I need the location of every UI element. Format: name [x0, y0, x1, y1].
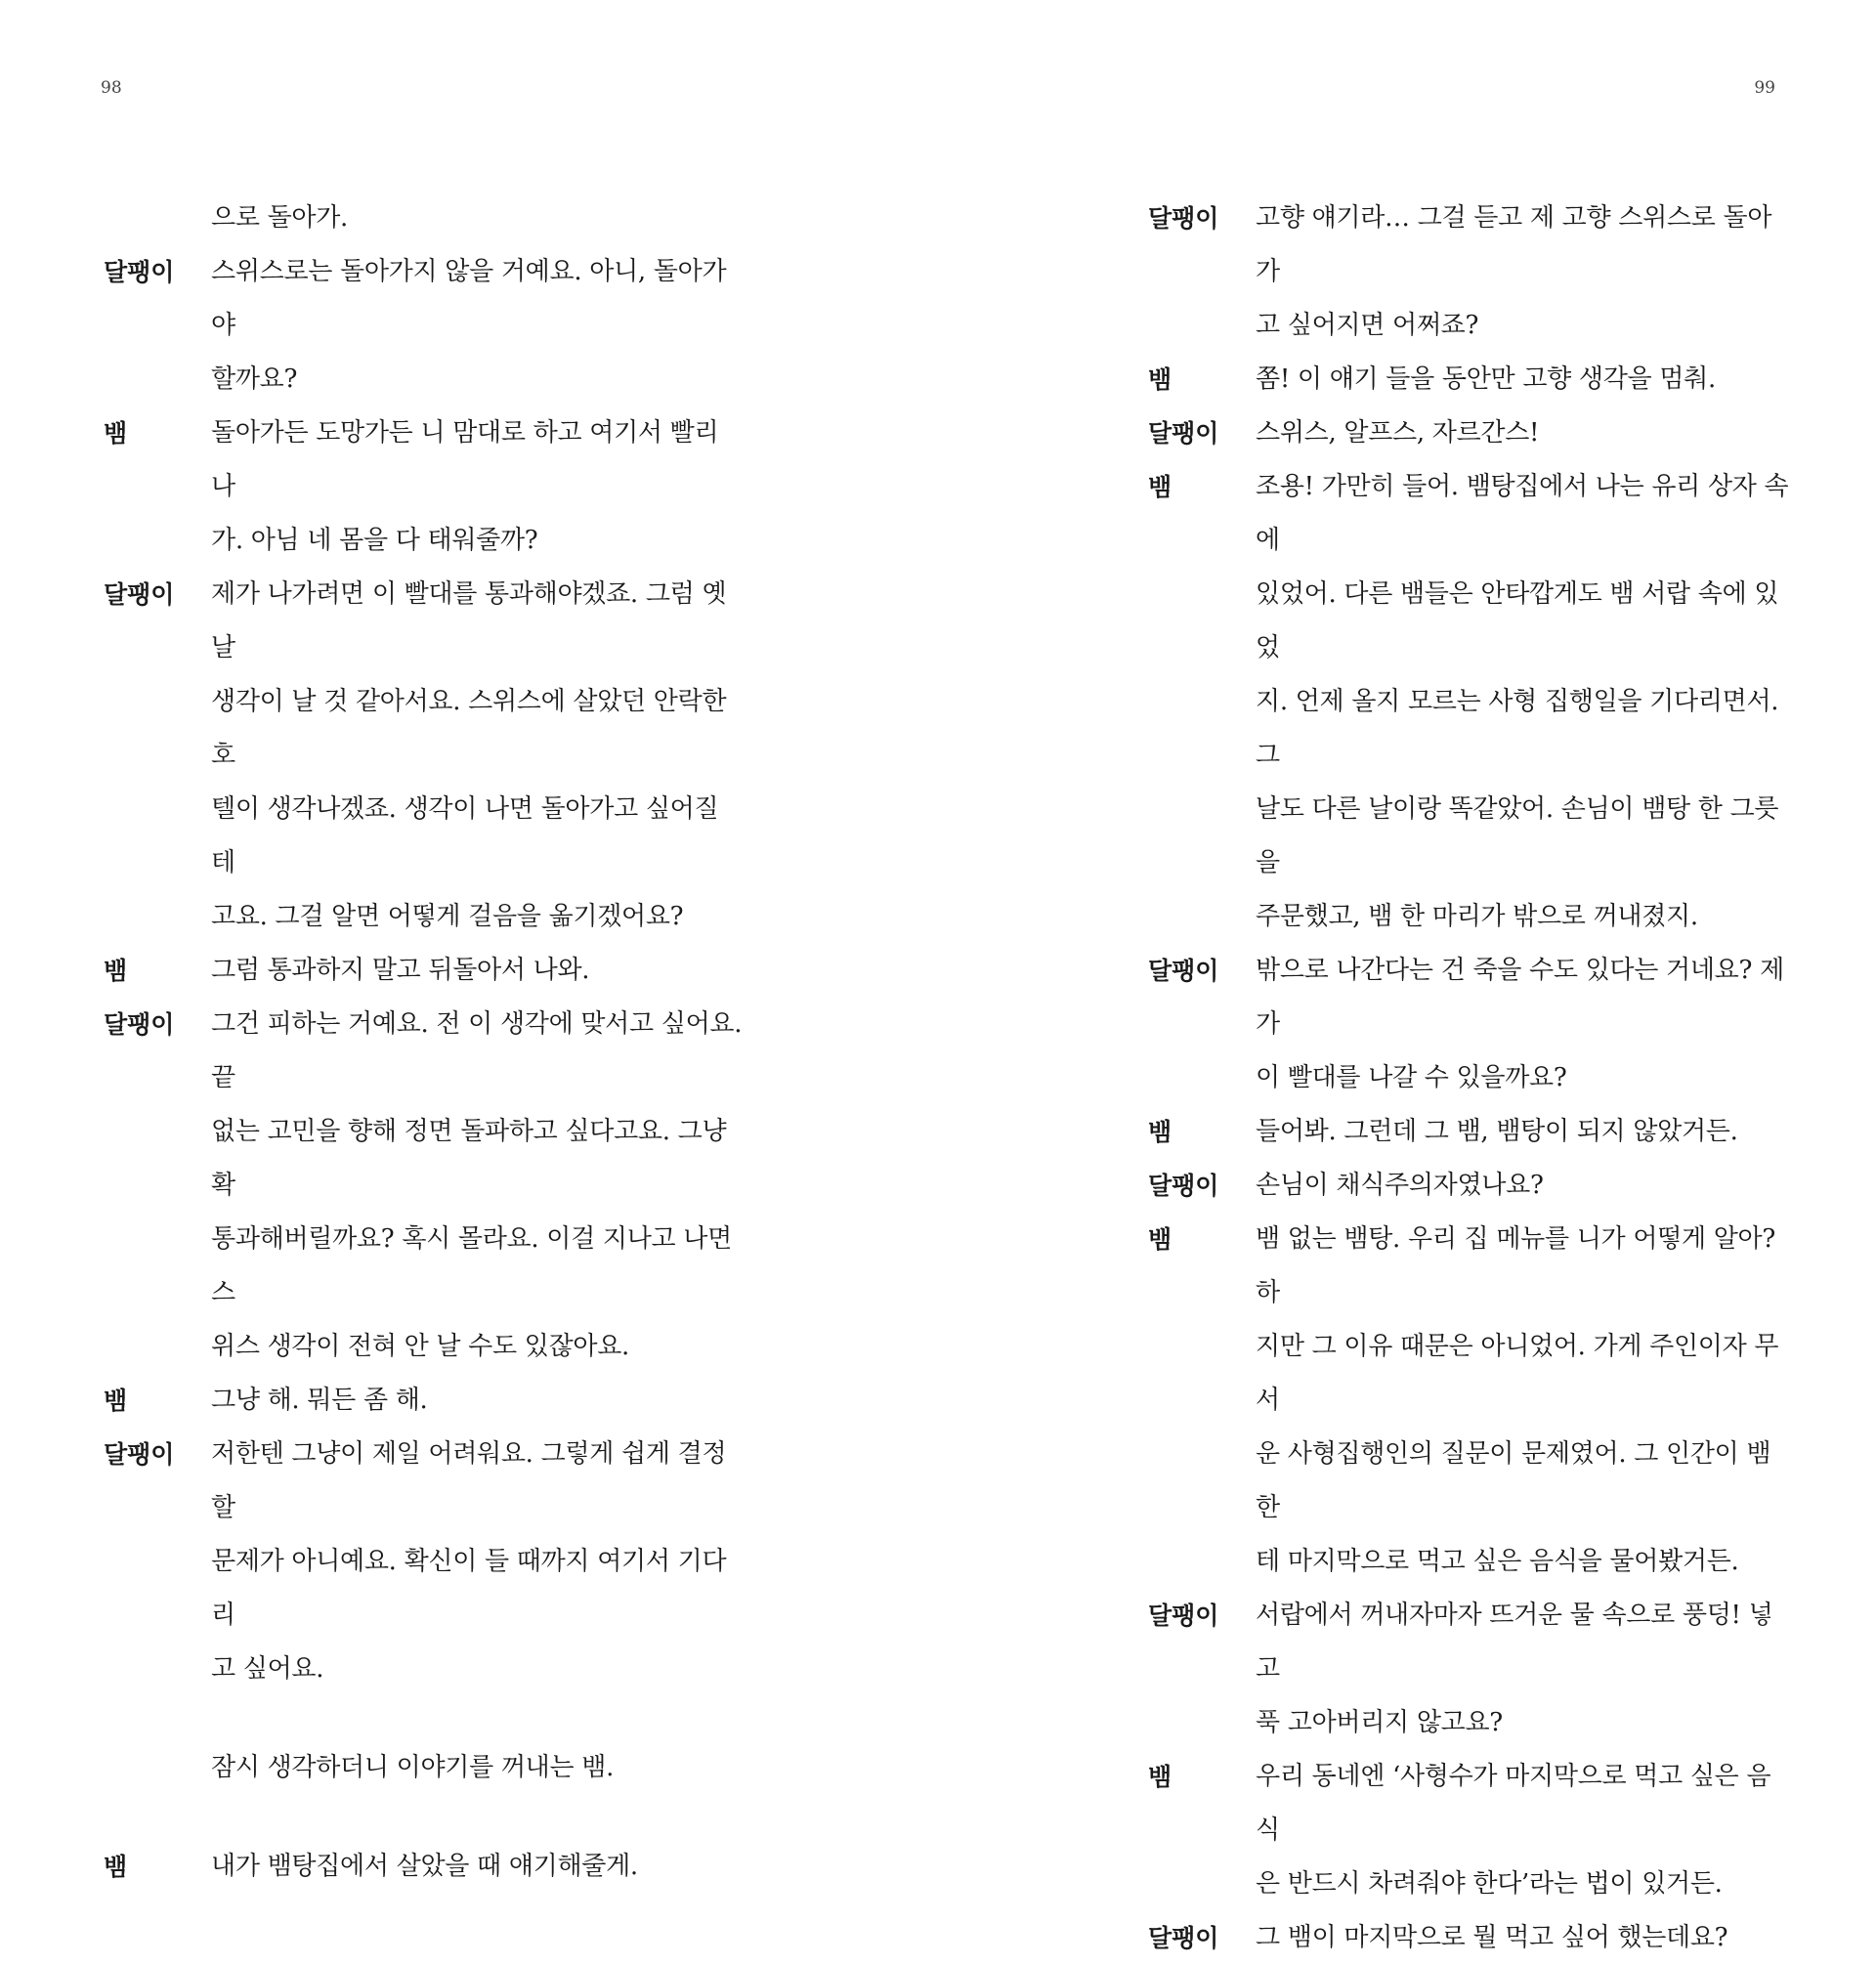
dialogue-text: 서랍에서 꺼내자마자 뜨거운 물 속으로 풍덩! 넣고 푹 고아버리지 않고요? — [1256, 1601, 1773, 1737]
left-page — [0, 0, 938, 1881]
dialogue-text: 쫌! 이 얘기 들을 동안만 고향 생각을 멈춰. — [1256, 364, 1716, 394]
dialogue-text: 손님이 채식주의자였나요? — [1256, 1171, 1544, 1200]
dialogue-line — [1148, 353, 1793, 406]
dialogue-line — [1148, 1750, 1793, 1911]
dialogue-line — [104, 406, 748, 568]
speaker-name: 뱀 — [104, 1387, 128, 1415]
dialogue-text: 제가 나가려면 이 빨대를 통과해야겠죠. 그럼 옛날 생각이 날 것 같아서요. 스위스에 살았던 안락한 호 텔이 생각나겠죠. 생각이 나면 돌아가고 싶어질 테 고요. 그걸 알면 어떻게 걸음을 옮기겠어요? — [211, 579, 727, 931]
speaker-name: 달팽이 — [1148, 204, 1219, 233]
script-left — [104, 192, 748, 1894]
speaker-name: 뱀 — [1148, 1118, 1172, 1146]
dialogue-line — [104, 1428, 748, 1696]
speaker-name: 뱀 — [1148, 365, 1172, 394]
speaker-name: 달팽이 — [104, 580, 175, 609]
page-number-left: 98 — [101, 78, 122, 98]
speaker-name: 달팽이 — [1148, 1602, 1219, 1630]
speaker-name: 달팽이 — [1148, 1924, 1219, 1952]
script-right — [1148, 192, 1793, 1965]
dialogue-line — [104, 192, 748, 245]
dialogue-line — [1148, 944, 1793, 1105]
dialogue-text: 그냥 해. 뭐든 좀 해. — [211, 1386, 428, 1415]
speaker-name: 뱀 — [1148, 1225, 1172, 1254]
dialogue-line — [104, 245, 748, 406]
dialogue-text: 저한텐 그냥이 제일 어려워요. 그렇게 쉽게 결정할 문제가 아니예요. 확신이 들 때까지 여기서 기다리 고 싶어요. — [211, 1439, 727, 1684]
dialogue-line — [104, 1840, 748, 1894]
speaker-name: 뱀 — [104, 419, 128, 448]
speaker-name: 달팽이 — [1148, 419, 1219, 448]
speaker-name: 달팽이 — [104, 1440, 175, 1469]
dialogue-text: 뱀 없는 뱀탕. 우리 집 메뉴를 니가 어떻게 알아? 하 지만 그 이유 때문은 아니었어. 가게 주인이자 무서 운 사형집행인의 질문이 문제였어. 그 인간이 뱀한 테 마지막으로 먹고 싶은 음식을 물어봤거든. — [1256, 1224, 1779, 1576]
dialogue-line — [1148, 192, 1793, 353]
dialogue-line — [104, 568, 748, 944]
dialogue-line — [104, 1374, 748, 1428]
dialogue-line — [1148, 1589, 1793, 1750]
dialogue-line — [1148, 1105, 1793, 1159]
speaker-name: 달팽이 — [104, 1010, 175, 1039]
page-number-right: 99 — [1754, 78, 1775, 98]
dialogue-text: 밖으로 나간다는 건 죽을 수도 있다는 거네요? 제가 이 빨대를 나갈 수 있을까요? — [1256, 956, 1784, 1092]
dialogue-text: 으로 돌아가. — [211, 203, 349, 233]
speaker-name: 뱀 — [104, 957, 128, 985]
dialogue-line — [1148, 1213, 1793, 1589]
dialogue-line — [1148, 1159, 1793, 1213]
dialogue-text: 우리 동네엔 ‘사형수가 마지막으로 먹고 싶은 음식 은 반드시 차려줘야 한다’라는 법이 있거든. — [1256, 1762, 1771, 1899]
speaker-name: 달팽이 — [1148, 957, 1219, 985]
speaker-name: 뱀 — [104, 1853, 128, 1881]
speaker-name: 달팽이 — [104, 258, 175, 286]
speaker-name: 뱀 — [1148, 473, 1172, 501]
dialogue-line — [1148, 1911, 1793, 1965]
dialogue-line — [1148, 406, 1793, 460]
dialogue-text: 스위스, 알프스, 자르간스! — [1256, 418, 1540, 448]
speaker-name: 달팽이 — [1148, 1172, 1219, 1200]
dialogue-text: 내가 뱀탕집에서 살았을 때 얘기해줄게. — [211, 1852, 638, 1881]
stage-direction-text: 잠시 생각하더니 이야기를 꺼내는 뱀. — [211, 1753, 615, 1782]
stage-direction — [104, 1741, 748, 1795]
dialogue-text: 조용! 가만히 들어. 뱀탕집에서 나는 유리 상자 속에 있었어. 다른 뱀들은 안타깝게도 뱀 서랍 속에 있었 지. 언제 올지 모르는 사형 집행일을 기다리면서. 그 날도 다른 날이랑 똑같았어. 손님이 뱀탕 한 그릇을 주문했고, 뱀 한 마리가 밖으로 꺼내졌지. — [1256, 472, 1789, 931]
dialogue-text: 돌아가든 도망가든 니 맘대로 하고 여기서 빨리 나 가. 아님 네 몸을 다 태워줄까? — [211, 418, 719, 555]
dialogue-line — [104, 944, 748, 998]
dialogue-line — [104, 998, 748, 1374]
right-page — [938, 0, 1876, 1952]
dialogue-text: 스위스로는 돌아가지 않을 거예요. 아니, 돌아가야 할까요? — [211, 257, 727, 394]
speaker-name: 뱀 — [1148, 1763, 1172, 1791]
dialogue-text: 들어봐. 그런데 그 뱀, 뱀탕이 되지 않았거든. — [1256, 1117, 1738, 1146]
dialogue-text: 그럼 통과하지 말고 뒤돌아서 나와. — [211, 956, 590, 985]
dialogue-text: 그 뱀이 마지막으로 뭘 먹고 싶어 했는데요? — [1256, 1923, 1728, 1952]
dialogue-line — [1148, 460, 1793, 944]
dialogue-text: 그건 피하는 거예요. 전 이 생각에 맞서고 싶어요. 끝 없는 고민을 향해 정면 돌파하고 싶다고요. 그냥 확 통과해버릴까요? 혹시 몰라요. 이걸 지나고 나면 스 위스 생각이 전혀 안 날 수도 있잖아요. — [211, 1009, 743, 1361]
dialogue-text: 고향 얘기라… 그걸 듣고 제 고향 스위스로 돌아가 고 싶어지면 어쩌죠? — [1256, 203, 1772, 340]
